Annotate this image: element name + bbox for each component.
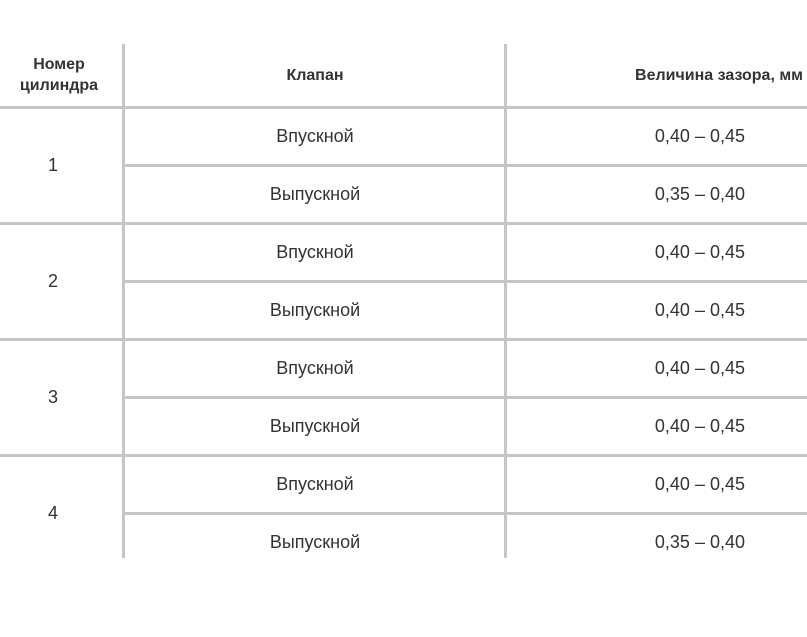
gap-value: 0,40 – 0,45 <box>654 474 745 494</box>
header-gap-size-label: Величина зазора, мм <box>635 66 803 84</box>
header-gap-size <box>507 44 807 106</box>
header-cylinder-number-label: Номер цилиндра <box>19 56 99 94</box>
valve-type: Выпускной <box>269 416 361 436</box>
gap-value: 0,35 – 0,40 <box>654 184 745 204</box>
valve-type: Впускной <box>276 242 354 262</box>
cylinder-number: 1 <box>47 155 58 175</box>
valve-type: Выпускной <box>269 532 361 552</box>
valve-type: Выпускной <box>269 300 361 320</box>
gap-value-cell <box>507 457 807 512</box>
cylinder-number-cell <box>0 457 106 570</box>
gap-value: 0,40 – 0,45 <box>654 416 745 436</box>
gap-value: 0,40 – 0,45 <box>654 242 745 262</box>
cylinder-number: 3 <box>47 387 58 407</box>
valve-type-cell <box>125 341 505 396</box>
gap-value: 0,35 – 0,40 <box>654 532 745 552</box>
gap-value: 0,40 – 0,45 <box>654 126 745 146</box>
valve-type-cell <box>125 167 505 222</box>
valve-type-cell <box>125 457 505 512</box>
gap-value: 0,40 – 0,45 <box>654 300 745 320</box>
header-valve-label: Клапан <box>286 66 344 84</box>
gap-value-cell <box>507 225 807 280</box>
gap-value-cell <box>507 515 807 570</box>
gap-value-cell <box>507 167 807 222</box>
cylinder-number-cell <box>0 341 106 454</box>
valve-type-cell <box>125 515 505 570</box>
gap-value-cell <box>507 283 807 338</box>
header-cylinder-number <box>0 44 118 106</box>
cylinder-number: 2 <box>47 271 58 291</box>
valve-type: Впускной <box>276 474 354 494</box>
gap-value: 0,40 – 0,45 <box>654 358 745 378</box>
valve-type: Выпускной <box>269 184 361 204</box>
valve-type-cell <box>125 109 505 164</box>
valve-type-cell <box>125 399 505 454</box>
cylinder-number-cell <box>0 225 106 338</box>
header-valve <box>125 44 505 106</box>
gap-value-cell <box>507 399 807 454</box>
valve-type-cell <box>125 283 505 338</box>
gap-value-cell <box>507 109 807 164</box>
cylinder-number-cell <box>0 109 106 222</box>
cylinder-number: 4 <box>47 503 58 523</box>
valve-type-cell <box>125 225 505 280</box>
valve-type: Впускной <box>276 126 354 146</box>
valve-type: Впускной <box>276 358 354 378</box>
gap-value-cell <box>507 341 807 396</box>
